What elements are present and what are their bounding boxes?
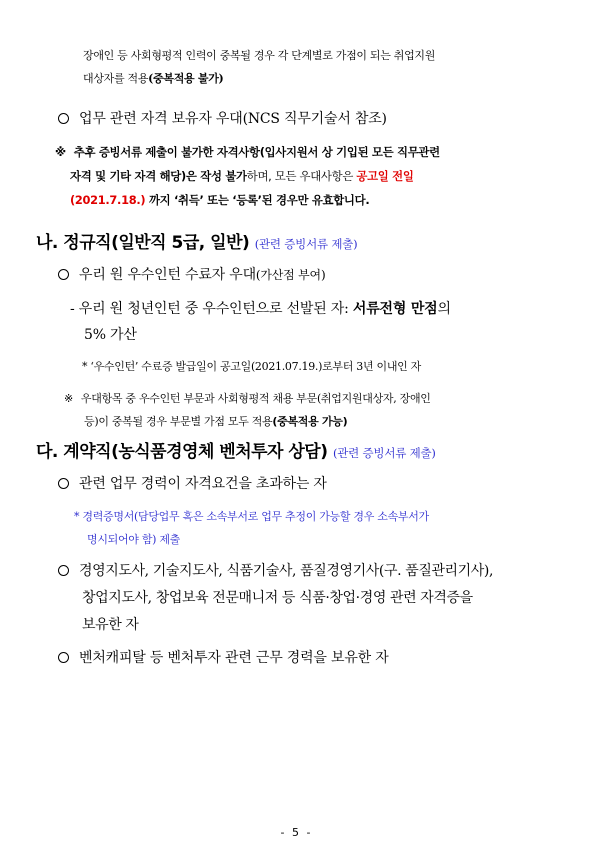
section-da-bullet-3-text: 벤처캐피탈 등 벤처투자 관련 근무 경력을 보유한 자 (79, 650, 389, 666)
section-da-bullet-1-text: 관련 업무 경력이 자격요건을 초과하는 자 (79, 476, 327, 492)
note-line-3 (55, 188, 565, 212)
ref-line-1 (64, 387, 431, 410)
ref-mark: ※ (64, 392, 73, 405)
bullet-cert-text: 업무 관련 자격 보유자 우대(NCS 직무기술서 참조) (79, 111, 387, 127)
blue-note-line-2: 명시되어야 함) 제출 (87, 533, 180, 546)
ref-line-2-bold: (중복적용 가능) (272, 415, 348, 428)
note-line-2-a: 자격 및 기타 자격 해당)은 작성 불가 (70, 169, 247, 183)
section-na-reference-note (64, 387, 431, 433)
intro-paragraph (83, 44, 563, 90)
dash-line-2: 5% 가산 (84, 327, 137, 343)
blue-note-line-1: * 경력증명서(담당업무 혹은 소속부서로 업무 추정이 가능할 경우 소속부서가 (74, 510, 429, 523)
note-mark: ※ (55, 145, 66, 159)
ref-line-2 (64, 410, 431, 433)
note-line-3-text: 까지 ‘취득’ 또는 ‘등록’된 경우만 유효합니다. (145, 193, 370, 207)
note-line-2 (55, 164, 565, 188)
section-da-subtitle: (관련 증빙서류 제출) (332, 446, 436, 460)
page-number: - 5 - (280, 826, 313, 839)
note-deadline-label: 공고일 전일 (356, 169, 414, 183)
bullet-2-line-1-text: 경영지도사, 기술지도사, 식품기술사, 품질경영기사(구. 품질관리기사), (79, 563, 494, 579)
ref-line-1-text: 우대항목 중 우수인턴 부문과 사회형평적 채용 부문(취업지원대상자, 장애인 (80, 392, 431, 405)
note-line-2-b: 하며, 모든 우대사항은 (246, 169, 357, 183)
circle-bullet-icon (58, 565, 69, 576)
section-na-subtitle: (관련 증빙서류 제출) (254, 237, 358, 251)
intro-line-2-text: 대상자를 적용 (83, 72, 149, 85)
intro-line-2-bold: (중복적용 불가) (148, 72, 224, 85)
important-note (55, 140, 565, 212)
section-na-bullet-1-paren: (가산점 부여) (255, 268, 326, 282)
dash-prefix: - 우리 원 청년인턴 중 우수인턴으로 선발된 자: (70, 301, 353, 317)
circle-bullet-icon (58, 652, 69, 663)
note-deadline-date: (2021.7.18.) (70, 193, 146, 207)
section-na-bullet-1 (58, 265, 325, 285)
section-na-bullet-1-text: 우리 원 우수인턴 수료자 우대 (79, 267, 256, 283)
intro-line-2 (83, 67, 563, 90)
intro-line-1: 장애인 등 사회형평적 인력이 중복될 경우 각 단계별로 가점이 되는 취업지원 (83, 49, 436, 62)
circle-bullet-icon (58, 269, 69, 280)
section-da-title: 다. 계약직(농식품경영체 벤처투자 상담) (36, 442, 328, 462)
note-line-1 (55, 140, 565, 164)
section-na-star-note: * ‘우수인턴’ 수료증 발급일이 공고일(2021.07.19.)로부터 3년 이내인 자 (82, 360, 421, 373)
dash-bold: 서류전형 만점 (352, 301, 438, 317)
circle-bullet-icon (58, 113, 69, 124)
dash-line-1 (70, 296, 451, 322)
bullet-2-line-1 (58, 558, 493, 585)
section-na-dash-item (70, 296, 451, 348)
section-da-bullet-2 (58, 558, 493, 639)
bullet-2-line-3: 보유한 자 (82, 617, 139, 633)
note-line-1-text: 추후 증빙서류 제출이 불가한 자격사항(입사지원서 상 기입된 모든 직무관련 (73, 145, 440, 159)
section-da-blue-note (74, 505, 429, 551)
section-na-title: 나. 정규직(일반직 5급, 일반) (36, 233, 250, 253)
ref-line-2-text: 등)이 중복될 경우 부문별 가점 모두 적용 (84, 415, 273, 428)
dash-suffix: 의 (437, 301, 451, 317)
section-na-heading (36, 231, 357, 256)
bullet-2-line-2: 창업지도사, 창업보육 전문매니저 등 식품·창업·경영 관련 자격증을 (82, 590, 473, 606)
section-da-heading (36, 440, 436, 465)
section-da-bullet-3 (58, 648, 389, 668)
circle-bullet-icon (58, 478, 69, 489)
section-da-bullet-1 (58, 474, 327, 494)
bullet-cert-item (58, 109, 387, 129)
